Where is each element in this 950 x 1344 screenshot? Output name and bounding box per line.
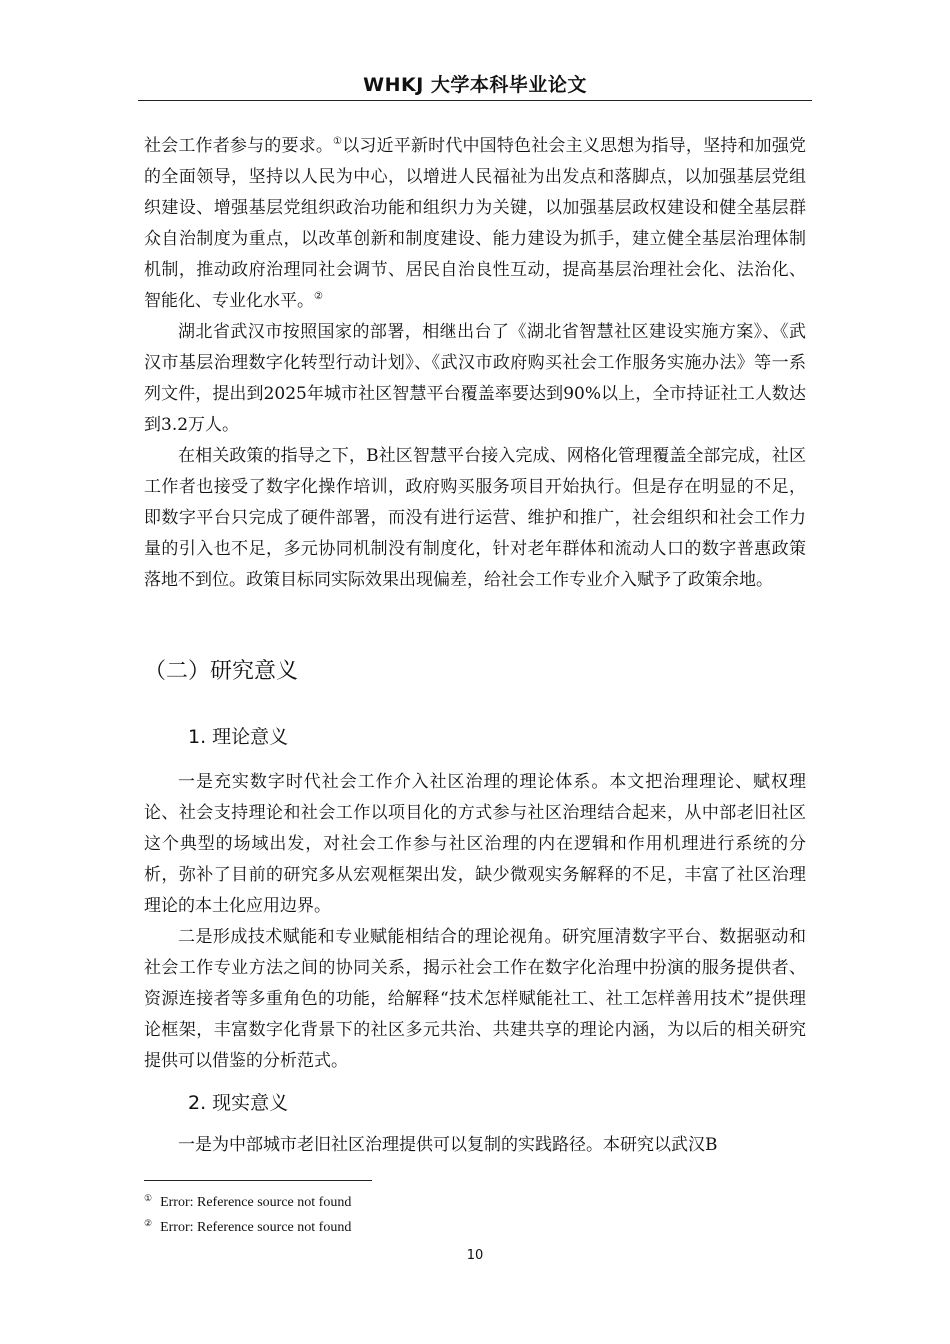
- footnote-mark: ①: [144, 1193, 153, 1203]
- running-header: WHKJ 大学本科毕业论文: [363, 74, 587, 96]
- paragraph: 二是形成技术赋能和专业赋能相结合的理论视角。研究厘清数字平台、数据驱动和社会工作专业方法之间的协同关系，揭示社会工作在数字化治理中扮演的服务提供者、资源连接者等多重角色的功能，给解释“技术怎样赋能社工、社工怎样善用技术”提供理论框架，丰富数字化背景下的社区多元共治、共建共享的理论内涵，为以后的相关研究提供可以借鉴的分析范式。: [144, 927, 806, 1071]
- footnote-mark: ②: [144, 1218, 153, 1228]
- intro-text-block: [144, 131, 806, 596]
- subsection-heading: 2. 现实意义: [188, 1092, 289, 1114]
- paragraph: 社会工作者参与的要求。①以习近平新时代中国特色社会主义思想为指导，坚持和加强党的全面领导，坚持以人民为中心，以增进人民福祉为出发点和落脚点，以加强基层党组织建设、增强基层党组织政治功能和组织力为关键，以加强基层政权建设和健全基层群众自治制度为重点，以改革创新和制度建设、能力建设为抓手，建立健全基层治理体制机制，推动政府治理同社会调节、居民自治良性互动，提高基层治理社会化、法治化、智能化、专业化水平。②: [144, 136, 807, 311]
- paragraph: 一是充实数字时代社会工作介入社区治理的理论体系。本文把治理理论、赋权理论、社会支持理论和社会工作以项目化的方式参与社区治理结合起来，从中部老旧社区这个典型的场域出发，对社会工作参与社区治理的内在逻辑和作用机理进行系统的分析，弥补了目前的研究多从宏观框架出发，缺少微观实务解释的不足，丰富了社区治理理论的本土化应用边界。: [144, 772, 806, 916]
- footnote-item: [144, 1213, 351, 1238]
- subsection-heading: 1. 理论意义: [188, 726, 289, 748]
- page-number: 10: [466, 1248, 484, 1263]
- paragraph: 一是为中部城市老旧社区治理提供可以复制的实践路径。本研究以武汉B: [178, 1135, 718, 1155]
- footnotes: [144, 1188, 351, 1238]
- footnote-item: [144, 1188, 351, 1213]
- footnote-separator: [144, 1180, 372, 1181]
- footnote-text: Error: Reference source not found: [160, 1195, 352, 1210]
- footnote-ref-2[interactable]: ②: [314, 291, 323, 302]
- section-heading: （二）研究意义: [144, 659, 299, 684]
- paragraph: 在相关政策的指导之下，B社区智慧平台接入完成、网格化管理覆盖全部完成，社区工作者也接受了数字化操作培训，政府购买服务项目开始执行。但是存在明显的不足，即数字平台只完成了硬件部署，而没有进行运营、维护和推广，社会组织和社会工作力量的引入也不足，多元协同机制没有制度化，针对老年群体和流动人口的数字普惠政策落地不到位。政策目标同实际效果出现偏差，给社会工作专业介入赋予了政策余地。: [144, 446, 806, 590]
- practice-text-block: [144, 1130, 806, 1161]
- footnote-text: Error: Reference source not found: [160, 1220, 352, 1235]
- paragraph: 湖北省武汉市按照国家的部署，相继出台了《湖北省智慧社区建设实施方案》、《武汉市基层治理数字化转型行动计划》、《武汉市政府购买社会工作服务实施办法》等一系列文件，提出到2025年城市社区智慧平台覆盖率要达到90%以上，全市持证社工人数达到3.2万人。: [144, 322, 806, 435]
- theory-text-block: [144, 767, 806, 1077]
- footnote-ref-1[interactable]: ①: [333, 136, 343, 147]
- header-rule: [138, 100, 812, 101]
